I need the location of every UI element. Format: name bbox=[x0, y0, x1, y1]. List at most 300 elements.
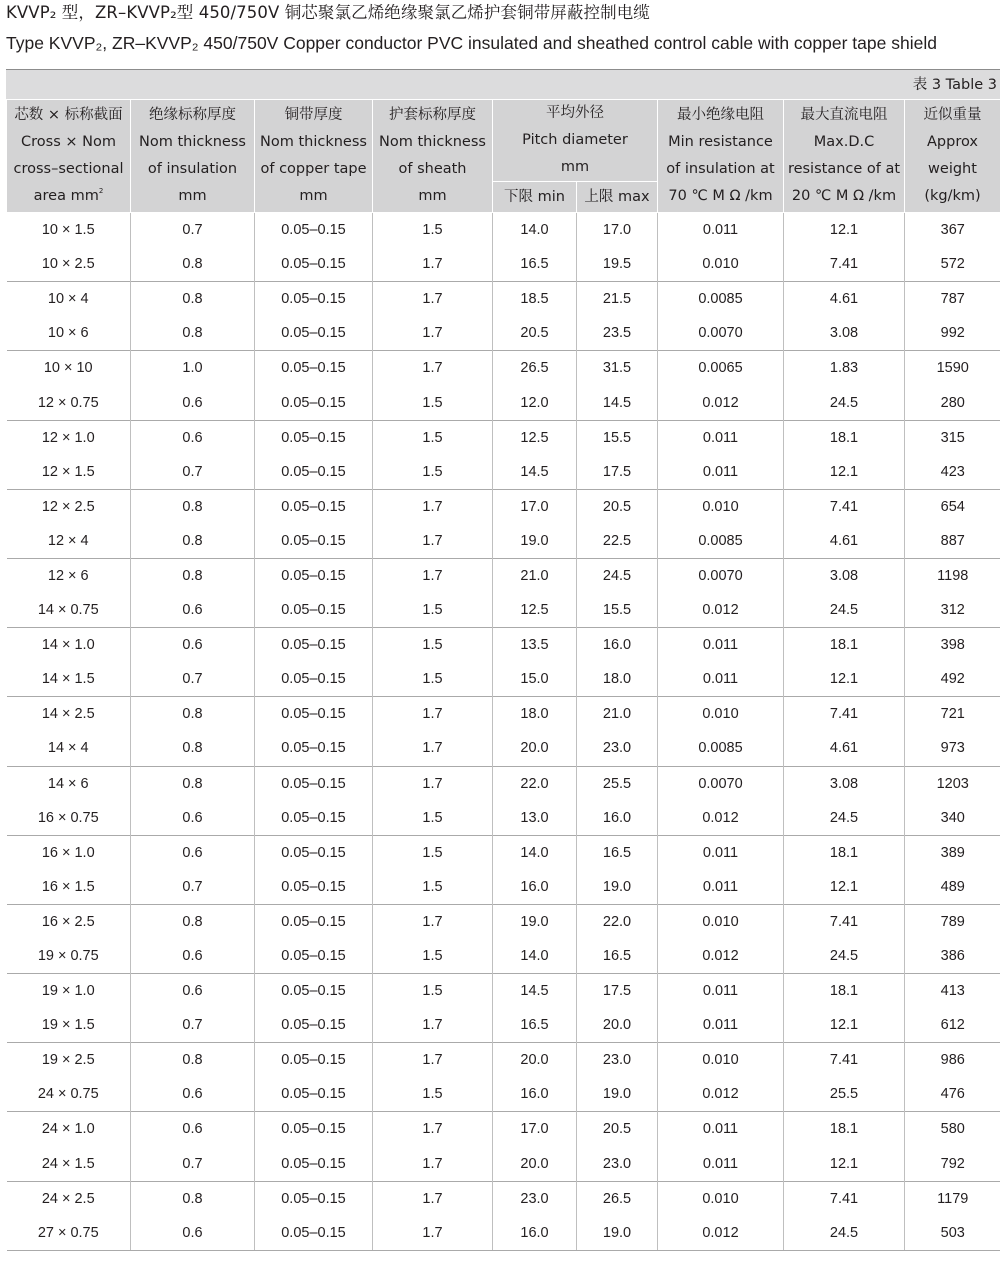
cell-weight: 1179 bbox=[905, 1181, 1000, 1216]
table-row bbox=[7, 489, 1000, 524]
cell-diameter-max: 22.0 bbox=[577, 904, 658, 939]
header-diameter-max: 上限 max bbox=[577, 182, 658, 213]
cell-conductor: 14 × 1.0 bbox=[7, 628, 131, 663]
table-row bbox=[7, 904, 1000, 939]
cell-diameter-max: 31.5 bbox=[577, 351, 658, 386]
cell-insulation-resistance: 0.011 bbox=[658, 1147, 784, 1182]
cell-insulation-resistance: 0.010 bbox=[658, 697, 784, 732]
cell-dc-resistance: 4.61 bbox=[784, 282, 905, 317]
table-row bbox=[7, 455, 1000, 490]
cell-insulation-resistance: 0.0070 bbox=[658, 558, 784, 593]
cell-weight: 992 bbox=[905, 316, 1000, 351]
cell-weight: 887 bbox=[905, 524, 1000, 559]
cell-weight: 386 bbox=[905, 939, 1000, 974]
cell-conductor: 16 × 2.5 bbox=[7, 904, 131, 939]
cell-weight: 721 bbox=[905, 697, 1000, 732]
cell-insulation-resistance: 0.011 bbox=[658, 455, 784, 490]
cell-weight: 315 bbox=[905, 420, 1000, 455]
cell-sheath: 1.5 bbox=[373, 835, 493, 870]
cell-insulation-resistance: 0.012 bbox=[658, 1077, 784, 1112]
cell-copper-tape: 0.05–0.15 bbox=[255, 489, 373, 524]
cell-insulation: 0.8 bbox=[131, 558, 255, 593]
cell-insulation-resistance: 0.011 bbox=[658, 662, 784, 697]
cell-diameter-max: 16.5 bbox=[577, 835, 658, 870]
cell-weight: 312 bbox=[905, 593, 1000, 628]
cell-weight: 367 bbox=[905, 213, 1000, 248]
cell-weight: 580 bbox=[905, 1112, 1000, 1147]
cell-copper-tape: 0.05–0.15 bbox=[255, 420, 373, 455]
cell-conductor: 24 × 0.75 bbox=[37, 1086, 99, 1103]
cell-diameter-min: 16.5 bbox=[493, 247, 577, 282]
cell-conductor: 19 × 1.5 bbox=[41, 1017, 95, 1034]
cell-sheath: 1.7 bbox=[373, 904, 493, 939]
cell-sheath: 1.7 bbox=[373, 351, 493, 386]
cell-sheath: 1.7 bbox=[373, 316, 493, 351]
cell-sheath: 1.5 bbox=[373, 593, 493, 628]
header-approx-weight: 近似重量 Approx weight (kg/km) bbox=[905, 100, 1000, 213]
title-chinese: KVVP₂ 型，ZR–KVVP₂型 450/750V 铜芯聚氯乙烯绝缘聚氯乙烯护套铜带屏蔽控制电缆 bbox=[6, 3, 650, 22]
cell-insulation-resistance: 0.0070 bbox=[658, 766, 784, 801]
cell-diameter-max: 18.0 bbox=[577, 662, 658, 697]
cell-diameter-max: 23.0 bbox=[577, 1043, 658, 1078]
cell-weight: 986 bbox=[905, 1043, 1000, 1078]
cell-insulation: 0.6 bbox=[131, 628, 255, 663]
table-row bbox=[7, 385, 1000, 420]
cell-weight: 789 bbox=[905, 904, 1000, 939]
cell-sheath: 1.7 bbox=[373, 766, 493, 801]
table-row bbox=[7, 593, 1000, 628]
cell-sheath: 1.7 bbox=[373, 731, 493, 766]
cell-insulation-resistance: 0.0085 bbox=[658, 524, 784, 559]
cell-sheath: 1.5 bbox=[373, 1077, 493, 1112]
cell-copper-tape: 0.05–0.15 bbox=[255, 351, 373, 386]
cell-insulation: 0.8 bbox=[131, 524, 255, 559]
cell-insulation: 0.7 bbox=[131, 455, 255, 490]
cell-conductor: 24 × 1.5 bbox=[41, 1155, 95, 1172]
header-min-insulation-resistance: 最小绝缘电阻 Min resistance of insulation at 70 ℃ M Ω /km bbox=[658, 100, 784, 213]
cell-conductor: 24 × 2.5 bbox=[7, 1181, 131, 1216]
cell-dc-resistance: 7.41 bbox=[784, 1181, 905, 1216]
cell-insulation-resistance: 0.010 bbox=[658, 489, 784, 524]
cell-weight: 792 bbox=[905, 1147, 1000, 1182]
cell-insulation-resistance: 0.012 bbox=[658, 801, 784, 836]
cell-diameter-min: 14.0 bbox=[493, 939, 577, 974]
cell-weight: 398 bbox=[905, 628, 1000, 663]
cell-diameter-min: 20.0 bbox=[493, 1043, 577, 1078]
cell-sheath: 1.7 bbox=[373, 282, 493, 317]
cell-dc-resistance: 18.1 bbox=[784, 835, 905, 870]
cell-diameter-min: 14.5 bbox=[493, 974, 577, 1009]
cell-dc-resistance: 18.1 bbox=[784, 628, 905, 663]
cell-copper-tape: 0.05–0.15 bbox=[255, 385, 373, 420]
cell-conductor: 12 × 0.75 bbox=[37, 394, 99, 411]
cell-diameter-min: 26.5 bbox=[493, 351, 577, 386]
cell-insulation-resistance: 0.012 bbox=[658, 939, 784, 974]
cell-insulation-resistance: 0.0085 bbox=[658, 731, 784, 766]
cell-diameter-min: 18.5 bbox=[493, 282, 577, 317]
cell-diameter-min: 23.0 bbox=[493, 1181, 577, 1216]
cell-dc-resistance: 4.61 bbox=[784, 524, 905, 559]
cell-copper-tape: 0.05–0.15 bbox=[255, 662, 373, 697]
cell-conductor: 19 × 0.75 bbox=[37, 948, 99, 965]
cell-diameter-max: 17.5 bbox=[577, 455, 658, 490]
cell-sheath: 1.5 bbox=[373, 870, 493, 905]
cell-insulation-resistance: 0.011 bbox=[658, 628, 784, 663]
header-pitch-diameter: 平均外径 Pitch diameter mm bbox=[493, 100, 658, 182]
cell-sheath: 1.7 bbox=[373, 1181, 493, 1216]
cell-diameter-max: 16.0 bbox=[577, 628, 658, 663]
cell-sheath: 1.5 bbox=[373, 213, 493, 248]
cell-diameter-min: 19.0 bbox=[493, 904, 577, 939]
cell-diameter-max: 19.5 bbox=[577, 247, 658, 282]
cell-diameter-min: 19.0 bbox=[493, 524, 577, 559]
cell-dc-resistance: 3.08 bbox=[784, 558, 905, 593]
cell-copper-tape: 0.05–0.15 bbox=[255, 1008, 373, 1043]
cell-diameter-min: 18.0 bbox=[493, 697, 577, 732]
cell-sheath: 1.7 bbox=[373, 489, 493, 524]
table-row bbox=[7, 420, 1000, 455]
cell-conductor: 14 × 1.5 bbox=[41, 671, 95, 688]
cell-diameter-min: 14.0 bbox=[493, 835, 577, 870]
cell-conductor: 10 × 4 bbox=[7, 282, 131, 317]
cell-diameter-max: 15.5 bbox=[577, 420, 658, 455]
cell-diameter-min: 12.0 bbox=[493, 385, 577, 420]
cell-sheath: 1.5 bbox=[373, 385, 493, 420]
cell-sheath: 1.5 bbox=[373, 455, 493, 490]
cell-weight: 489 bbox=[905, 870, 1000, 905]
table-row bbox=[7, 835, 1000, 870]
cell-dc-resistance: 24.5 bbox=[784, 593, 905, 628]
cell-copper-tape: 0.05–0.15 bbox=[255, 282, 373, 317]
table-row bbox=[7, 1043, 1000, 1078]
cell-diameter-min: 15.0 bbox=[493, 662, 577, 697]
cell-insulation-resistance: 0.012 bbox=[658, 385, 784, 420]
table-row bbox=[7, 213, 1000, 248]
cell-diameter-min: 20.0 bbox=[493, 731, 577, 766]
cell-dc-resistance: 12.1 bbox=[784, 662, 905, 697]
cell-dc-resistance: 7.41 bbox=[784, 1043, 905, 1078]
cell-sheath: 1.7 bbox=[373, 697, 493, 732]
cell-weight: 612 bbox=[905, 1008, 1000, 1043]
table-row bbox=[7, 1008, 1000, 1043]
cell-diameter-max: 16.5 bbox=[577, 939, 658, 974]
cell-insulation: 0.6 bbox=[131, 974, 255, 1009]
cell-diameter-max: 26.5 bbox=[577, 1181, 658, 1216]
cell-insulation: 0.7 bbox=[131, 662, 255, 697]
cell-diameter-max: 19.0 bbox=[577, 1216, 658, 1251]
table-body bbox=[7, 213, 1000, 1251]
cell-insulation: 0.6 bbox=[131, 939, 255, 974]
cell-diameter-max: 22.5 bbox=[577, 524, 658, 559]
cell-sheath: 1.5 bbox=[373, 939, 493, 974]
cell-copper-tape: 0.05–0.15 bbox=[255, 870, 373, 905]
table-header bbox=[7, 100, 1000, 213]
cell-insulation: 0.8 bbox=[131, 489, 255, 524]
cell-dc-resistance: 24.5 bbox=[784, 801, 905, 836]
table-row bbox=[7, 524, 1000, 559]
cell-insulation: 0.6 bbox=[131, 1112, 255, 1147]
cell-insulation-resistance: 0.010 bbox=[658, 1181, 784, 1216]
cell-insulation: 0.6 bbox=[131, 1077, 255, 1112]
cell-diameter-max: 23.5 bbox=[577, 316, 658, 351]
cell-diameter-max: 14.5 bbox=[577, 385, 658, 420]
table-row bbox=[7, 974, 1000, 1009]
cell-dc-resistance: 1.83 bbox=[784, 351, 905, 386]
spec-table bbox=[6, 99, 1000, 1251]
cell-sheath: 1.5 bbox=[373, 420, 493, 455]
cell-copper-tape: 0.05–0.15 bbox=[255, 1216, 373, 1251]
cell-diameter-max: 20.0 bbox=[577, 1008, 658, 1043]
cell-insulation-resistance: 0.0065 bbox=[658, 351, 784, 386]
cell-dc-resistance: 18.1 bbox=[784, 420, 905, 455]
table-row bbox=[7, 282, 1000, 317]
cell-conductor: 12 × 1.5 bbox=[41, 463, 95, 480]
cell-copper-tape: 0.05–0.15 bbox=[255, 1112, 373, 1147]
cell-dc-resistance: 3.08 bbox=[784, 316, 905, 351]
cell-insulation: 0.8 bbox=[131, 1043, 255, 1078]
cell-insulation-resistance: 0.010 bbox=[658, 904, 784, 939]
cell-diameter-min: 12.5 bbox=[493, 420, 577, 455]
header-copper-tape-thickness: 铜带厚度 Nom thickness of copper tape mm bbox=[255, 100, 373, 213]
table-row bbox=[7, 316, 1000, 351]
table-row bbox=[7, 558, 1000, 593]
cell-copper-tape: 0.05–0.15 bbox=[255, 558, 373, 593]
table-row bbox=[7, 697, 1000, 732]
cell-insulation: 0.8 bbox=[131, 282, 255, 317]
header-diameter-min: 下限 min bbox=[493, 182, 577, 213]
cell-dc-resistance: 12.1 bbox=[784, 1008, 905, 1043]
cell-dc-resistance: 12.1 bbox=[784, 213, 905, 248]
cell-insulation-resistance: 0.011 bbox=[658, 213, 784, 248]
table-row bbox=[7, 247, 1000, 282]
header-conductor: 芯数 × 标称截面 Cross × Nom cross–sectional area $mm^2$ bbox=[7, 100, 131, 213]
cell-conductor: 19 × 2.5 bbox=[7, 1043, 131, 1078]
cell-diameter-min: 12.5 bbox=[493, 593, 577, 628]
cell-dc-resistance: 4.61 bbox=[784, 731, 905, 766]
cell-insulation-resistance: 0.0070 bbox=[658, 316, 784, 351]
cell-diameter-min: 17.0 bbox=[493, 1112, 577, 1147]
cell-diameter-min: 13.0 bbox=[493, 801, 577, 836]
cell-conductor: 14 × 2.5 bbox=[7, 697, 131, 732]
cell-insulation-resistance: 0.011 bbox=[658, 420, 784, 455]
cell-copper-tape: 0.05–0.15 bbox=[255, 455, 373, 490]
cell-sheath: 1.7 bbox=[373, 1043, 493, 1078]
cell-insulation: 0.8 bbox=[131, 697, 255, 732]
cell-dc-resistance: 12.1 bbox=[784, 1147, 905, 1182]
cell-weight: 389 bbox=[905, 835, 1000, 870]
cell-diameter-min: 21.0 bbox=[493, 558, 577, 593]
cell-dc-resistance: 3.08 bbox=[784, 766, 905, 801]
cell-insulation: 0.7 bbox=[131, 1147, 255, 1182]
cell-weight: 1203 bbox=[905, 766, 1000, 801]
cell-conductor: 12 × 2.5 bbox=[7, 489, 131, 524]
cell-diameter-max: 23.0 bbox=[577, 1147, 658, 1182]
cell-insulation-resistance: 0.011 bbox=[658, 1112, 784, 1147]
cell-conductor: 19 × 1.0 bbox=[7, 974, 131, 1009]
cell-sheath: 1.7 bbox=[373, 1112, 493, 1147]
cell-dc-resistance: 18.1 bbox=[784, 1112, 905, 1147]
cell-dc-resistance: 18.1 bbox=[784, 974, 905, 1009]
cell-insulation: 1.0 bbox=[131, 351, 255, 386]
cell-sheath: 1.5 bbox=[373, 801, 493, 836]
cell-diameter-min: 16.0 bbox=[493, 1077, 577, 1112]
cell-diameter-max: 19.0 bbox=[577, 1077, 658, 1112]
cell-diameter-min: 22.0 bbox=[493, 766, 577, 801]
table-row bbox=[7, 1216, 1000, 1251]
cell-diameter-max: 17.0 bbox=[577, 213, 658, 248]
table-row bbox=[7, 766, 1000, 801]
cell-sheath: 1.5 bbox=[373, 628, 493, 663]
cell-insulation-resistance: 0.010 bbox=[658, 1043, 784, 1078]
cell-insulation-resistance: 0.0085 bbox=[658, 282, 784, 317]
cell-insulation-resistance: 0.011 bbox=[658, 1008, 784, 1043]
header-max-dc-resistance: 最大直流电阻 Max.D.C resistance of at 20 ℃ M Ω /km bbox=[784, 100, 905, 213]
cell-copper-tape: 0.05–0.15 bbox=[255, 1043, 373, 1078]
cell-copper-tape: 0.05–0.15 bbox=[255, 593, 373, 628]
cell-insulation: 0.8 bbox=[131, 766, 255, 801]
cell-insulation: 0.6 bbox=[131, 420, 255, 455]
cell-sheath: 1.7 bbox=[373, 1008, 493, 1043]
cell-insulation: 0.6 bbox=[131, 801, 255, 836]
cell-diameter-max: 15.5 bbox=[577, 593, 658, 628]
table-row bbox=[7, 628, 1000, 663]
cell-conductor: 14 × 0.75 bbox=[37, 602, 99, 619]
header-insulation-thickness: 绝缘标称厚度 Nom thickness of insulation mm bbox=[131, 100, 255, 213]
cell-copper-tape: 0.05–0.15 bbox=[255, 1181, 373, 1216]
table-row bbox=[7, 731, 1000, 766]
cell-insulation: 0.7 bbox=[131, 870, 255, 905]
cell-sheath: 1.7 bbox=[373, 1216, 493, 1251]
table-row bbox=[7, 1147, 1000, 1182]
cell-diameter-min: 16.0 bbox=[493, 1216, 577, 1251]
cell-conductor: 10 × 6 bbox=[47, 325, 89, 342]
cell-copper-tape: 0.05–0.15 bbox=[255, 801, 373, 836]
cell-copper-tape: 0.05–0.15 bbox=[255, 316, 373, 351]
cell-dc-resistance: 24.5 bbox=[784, 1216, 905, 1251]
cell-weight: 787 bbox=[905, 282, 1000, 317]
header-sheath-thickness: 护套标称厚度 Nom thickness of sheath mm bbox=[373, 100, 493, 213]
cell-diameter-max: 23.0 bbox=[577, 731, 658, 766]
cell-insulation-resistance: 0.011 bbox=[658, 974, 784, 1009]
cell-conductor: 14 × 6 bbox=[7, 766, 131, 801]
cell-diameter-min: 17.0 bbox=[493, 489, 577, 524]
cell-dc-resistance: 7.41 bbox=[784, 904, 905, 939]
cell-diameter-min: 14.5 bbox=[493, 455, 577, 490]
cell-conductor: 24 × 1.0 bbox=[7, 1112, 131, 1147]
cell-insulation: 0.7 bbox=[131, 213, 255, 248]
cell-copper-tape: 0.05–0.15 bbox=[255, 1077, 373, 1112]
cell-insulation: 0.6 bbox=[131, 835, 255, 870]
cell-weight: 280 bbox=[905, 385, 1000, 420]
cell-insulation-resistance: 0.012 bbox=[658, 1216, 784, 1251]
cell-copper-tape: 0.05–0.15 bbox=[255, 766, 373, 801]
table-row bbox=[7, 351, 1000, 386]
cell-conductor: 16 × 1.0 bbox=[7, 835, 131, 870]
table-row bbox=[7, 662, 1000, 697]
cell-conductor: 12 × 1.0 bbox=[7, 420, 131, 455]
cell-conductor: 10 × 1.5 bbox=[7, 213, 131, 248]
title-english: Type KVVP₂, ZR–KVVP₂ 450/750V Copper conductor PVC insulated and sheathed control cable with copper tape shield bbox=[6, 33, 937, 53]
cell-sheath: 1.7 bbox=[373, 1147, 493, 1182]
cell-weight: 503 bbox=[905, 1216, 1000, 1251]
cell-insulation: 0.6 bbox=[131, 385, 255, 420]
table-row bbox=[7, 870, 1000, 905]
cell-copper-tape: 0.05–0.15 bbox=[255, 247, 373, 282]
cell-diameter-max: 21.5 bbox=[577, 282, 658, 317]
cell-copper-tape: 0.05–0.15 bbox=[255, 974, 373, 1009]
cell-diameter-max: 17.5 bbox=[577, 974, 658, 1009]
cell-insulation: 0.8 bbox=[131, 316, 255, 351]
cell-weight: 423 bbox=[905, 455, 1000, 490]
cell-sheath: 1.5 bbox=[373, 974, 493, 1009]
cell-copper-tape: 0.05–0.15 bbox=[255, 1147, 373, 1182]
cell-copper-tape: 0.05–0.15 bbox=[255, 731, 373, 766]
table-row bbox=[7, 1077, 1000, 1112]
cell-copper-tape: 0.05–0.15 bbox=[255, 939, 373, 974]
cell-dc-resistance: 24.5 bbox=[784, 939, 905, 974]
cell-conductor: 27 × 0.75 bbox=[7, 1216, 131, 1251]
cell-conductor: 12 × 4 bbox=[47, 532, 89, 549]
cell-weight: 1198 bbox=[905, 558, 1000, 593]
cell-weight: 476 bbox=[905, 1077, 1000, 1112]
cell-sheath: 1.7 bbox=[373, 247, 493, 282]
cell-diameter-max: 19.0 bbox=[577, 870, 658, 905]
cell-conductor: 14 × 4 bbox=[47, 740, 89, 757]
cell-dc-resistance: 12.1 bbox=[784, 870, 905, 905]
cell-diameter-min: 13.5 bbox=[493, 628, 577, 663]
spec-table-container bbox=[6, 69, 1000, 1251]
cell-dc-resistance: 7.41 bbox=[784, 489, 905, 524]
cell-diameter-max: 24.5 bbox=[577, 558, 658, 593]
cell-weight: 973 bbox=[905, 731, 1000, 766]
cell-conductor: 16 × 0.75 bbox=[37, 809, 99, 826]
cell-dc-resistance: 25.5 bbox=[784, 1077, 905, 1112]
cell-weight: 413 bbox=[905, 974, 1000, 1009]
cell-sheath: 1.7 bbox=[373, 558, 493, 593]
cell-copper-tape: 0.05–0.15 bbox=[255, 524, 373, 559]
cell-dc-resistance: 24.5 bbox=[784, 385, 905, 420]
table-caption: 表 3 Table 3 bbox=[6, 69, 1000, 99]
cell-copper-tape: 0.05–0.15 bbox=[255, 697, 373, 732]
cell-weight: 654 bbox=[905, 489, 1000, 524]
cell-sheath: 1.7 bbox=[373, 524, 493, 559]
cell-conductor: 16 × 1.5 bbox=[41, 878, 95, 895]
cell-insulation-resistance: 0.012 bbox=[658, 593, 784, 628]
cell-weight: 1590 bbox=[905, 351, 1000, 386]
table-row bbox=[7, 1181, 1000, 1216]
cell-copper-tape: 0.05–0.15 bbox=[255, 904, 373, 939]
cell-dc-resistance: 12.1 bbox=[784, 455, 905, 490]
cell-insulation: 0.6 bbox=[131, 593, 255, 628]
cell-weight: 492 bbox=[905, 662, 1000, 697]
cell-insulation: 0.8 bbox=[131, 904, 255, 939]
cell-weight: 572 bbox=[905, 247, 1000, 282]
cell-diameter-min: 16.0 bbox=[493, 870, 577, 905]
cell-insulation-resistance: 0.011 bbox=[658, 835, 784, 870]
cell-sheath: 1.5 bbox=[373, 662, 493, 697]
cell-diameter-max: 20.5 bbox=[577, 1112, 658, 1147]
cell-diameter-min: 16.5 bbox=[493, 1008, 577, 1043]
cell-dc-resistance: 7.41 bbox=[784, 697, 905, 732]
cell-weight: 340 bbox=[905, 801, 1000, 836]
cell-diameter-max: 25.5 bbox=[577, 766, 658, 801]
cell-insulation: 0.8 bbox=[131, 731, 255, 766]
cell-copper-tape: 0.05–0.15 bbox=[255, 213, 373, 248]
cell-diameter-max: 16.0 bbox=[577, 801, 658, 836]
cell-insulation: 0.8 bbox=[131, 1181, 255, 1216]
title-block bbox=[6, 0, 1000, 55]
cell-diameter-max: 20.5 bbox=[577, 489, 658, 524]
